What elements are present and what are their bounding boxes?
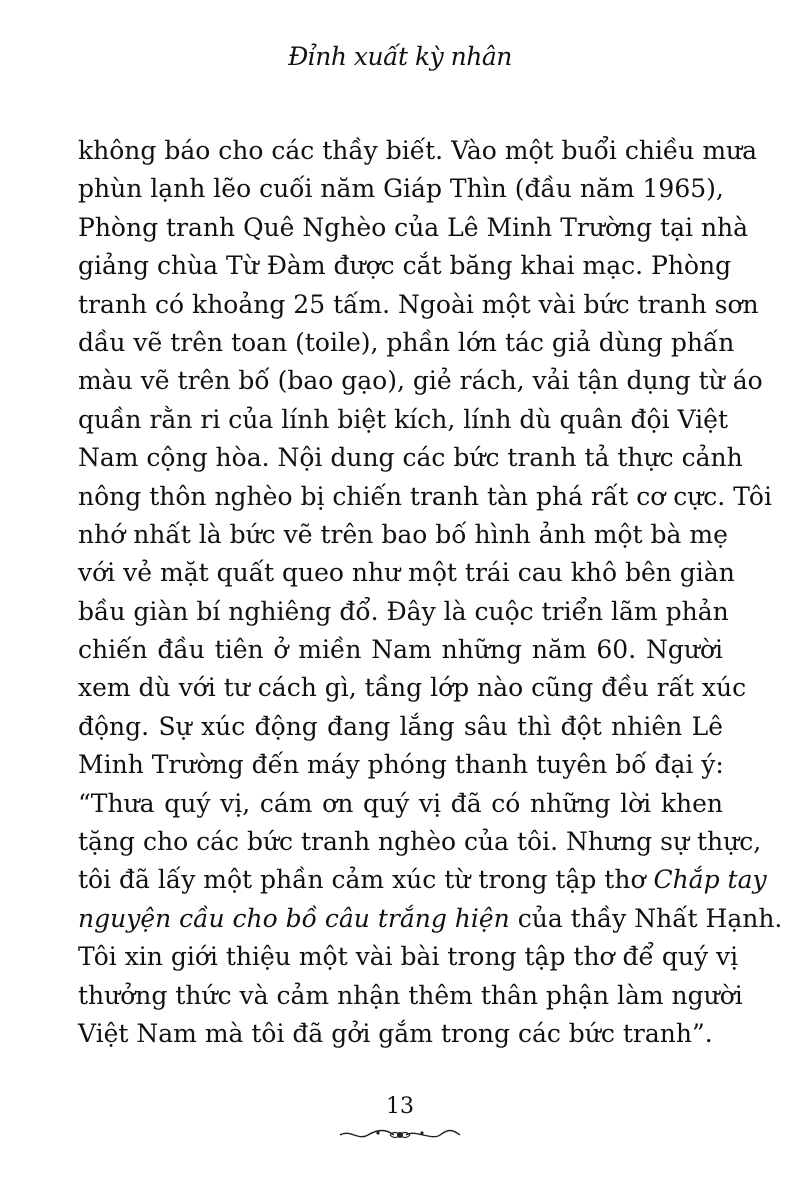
text-run: Tôi xin giới thiệu một vài bài trong tập thơ để quý vị: [78, 942, 739, 972]
text-line: [78, 324, 735, 362]
text-run: tranh có khoảng 25 tấm. Ngoài một vài bức tranh sơn: [78, 289, 759, 319]
text-line: [78, 900, 783, 938]
text-run: thưởng thức và cảm nhận thêm thân phận làm người: [78, 980, 743, 1010]
text-run: Minh Trường đến máy phóng thanh tuyên bố đại ý:: [78, 750, 724, 780]
body-paragraph: [78, 132, 783, 1053]
book-title-italic: nguyện cầu cho bồ câu trắng hiện: [78, 903, 510, 933]
text-run: Việt Nam mà tôi đã gởi gắm trong các bức tranh”.: [78, 1018, 713, 1048]
text-line: [78, 708, 723, 746]
text-line: [78, 362, 763, 400]
text-run: dầu vẽ trên toan (toile), phần lớn tác giả dùng phấn: [78, 327, 735, 357]
text-run: Phòng tranh Quê Nghèo của Lê Minh Trường tại nhà: [78, 212, 749, 242]
text-run: với vẻ mặt quất queo như một trái cau khô bên giàn: [78, 558, 735, 588]
text-line: [78, 132, 758, 170]
text-line: [78, 977, 743, 1015]
text-run: không báo cho các thầy biết. Vào một buổi chiều mưa: [78, 136, 758, 165]
text-line: [78, 1015, 723, 1053]
text-run: phùn lạnh lẽo cuối năm Giáp Thìn (đầu năm 1965),: [78, 174, 724, 204]
text-run: xem dù với tư cách gì, tầng lớp nào cũng đều rất xúc: [78, 673, 747, 703]
text-line: [78, 401, 728, 439]
text-run: giảng chùa Từ Đàm được cắt băng khai mạc. Phòng: [78, 251, 732, 281]
text-run: nhớ nhất là bức vẽ trên bao bố hình ảnh một bà mẹ: [78, 519, 728, 549]
text-run: tôi đã lấy một phần cảm xúc từ trong tập thơ: [78, 865, 654, 895]
text-run: quần rằn ri của lính biệt kích, lính dù quân đội Việt: [78, 404, 728, 434]
text-run: màu vẽ trên bố (bao gạo), giẻ rách, vải tận dụng từ áo: [78, 366, 763, 396]
text-run: tặng cho các bức tranh nghèo của tôi. Nhưng sự thực,: [78, 827, 762, 857]
text-line: [78, 209, 749, 247]
text-line: [78, 785, 723, 823]
text-run: “Thưa quý vị, cám ơn quý vị đã có những lời khen: [78, 788, 723, 818]
running-header-title: Đỉnh xuất kỳ nhân: [288, 42, 512, 71]
book-title-italic: Chắp tay: [653, 865, 767, 895]
text-run: chiến đầu tiên ở miền Nam những năm 60. Người: [78, 635, 723, 665]
text-line: [78, 746, 723, 784]
text-line: [78, 938, 739, 976]
text-line: [78, 593, 729, 631]
text-line: [78, 170, 723, 208]
text-run: nông thôn nghèo bị chiến tranh tàn phá rất cơ cực. Tôi: [78, 481, 772, 511]
text-run: Nam cộng hòa. Nội dung các bức tranh tả thực cảnh: [78, 443, 743, 473]
text-line: [78, 478, 772, 516]
text-line: [78, 669, 747, 707]
text-line: [78, 247, 732, 285]
text-run: động. Sự xúc động đang lắng sâu thì đột nhiên Lê: [78, 711, 723, 741]
ornament-flourish-icon: [338, 1127, 462, 1143]
text-line: [78, 554, 735, 592]
page-number: 13: [386, 1094, 414, 1119]
text-line: [78, 439, 743, 477]
text-line: [78, 286, 759, 324]
text-line: [78, 823, 762, 861]
text-run: bầu giàn bí nghiêng đổ. Đây là cuộc triển lãm phản: [78, 596, 729, 626]
text-line: [78, 631, 723, 669]
text-run: của thầy Nhất Hạnh.: [509, 903, 783, 933]
text-line: [78, 861, 767, 899]
text-line: [78, 516, 728, 554]
